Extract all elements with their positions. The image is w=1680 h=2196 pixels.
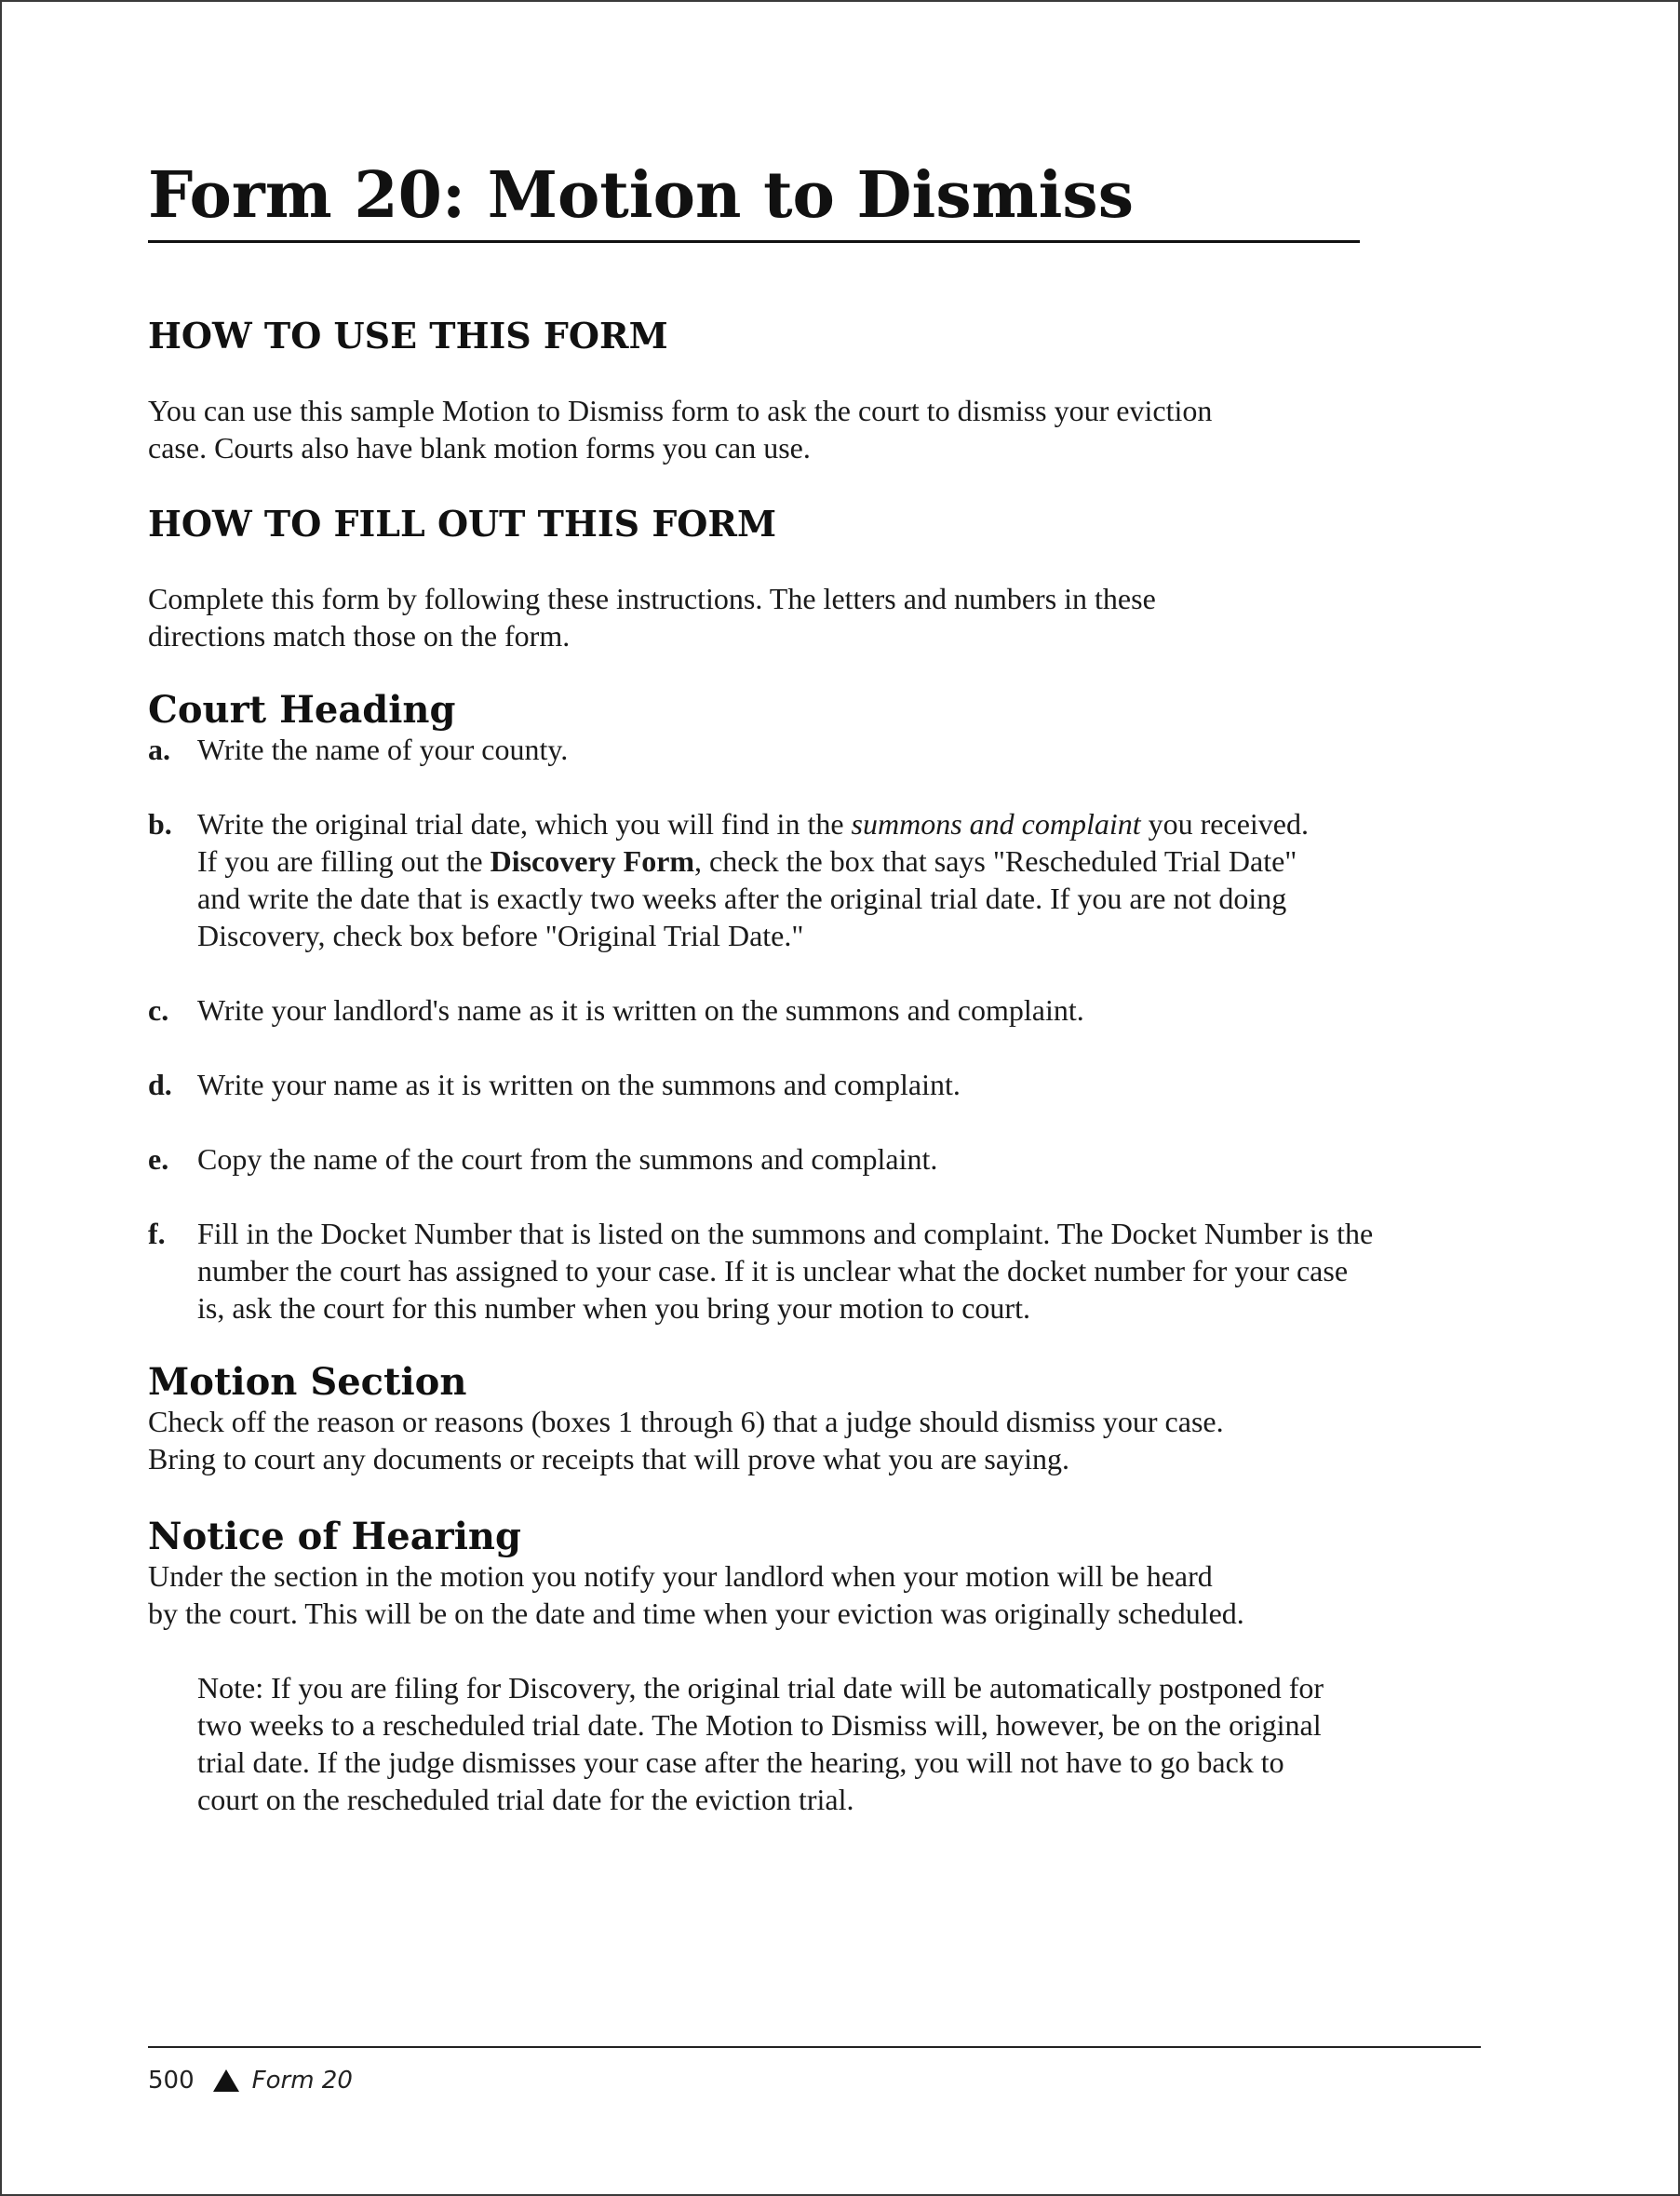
- text-segment: , check the box that says "Rescheduled Trial Date" and write the date that is exactly two weeks after the original trial date. If you are not doing Discovery, check box before "Original Trial Date.": [197, 844, 1297, 952]
- list-letter: a.: [148, 733, 170, 766]
- notice-of-hearing-body: [148, 1557, 1395, 1632]
- list-letter: c.: [148, 993, 169, 1027]
- list-item-a: [148, 731, 1395, 768]
- list-letter: d.: [148, 1068, 172, 1101]
- how-to-use-heading: HOW TO USE THIS FORM: [148, 315, 668, 357]
- triangle-icon: [213, 2069, 239, 2092]
- motion-section-line-1: Check off the reason or reasons (boxes 1 through 6) that a judge should dismiss your case.: [148, 1405, 1224, 1438]
- footer-rule: [148, 2046, 1481, 2048]
- how-to-use-line-1: You can use this sample Motion to Dismiss form to ask the court to dismiss your eviction: [148, 394, 1213, 427]
- motion-section-heading: Motion Section: [148, 1360, 467, 1404]
- list-text: Write the name of your county.: [197, 733, 569, 766]
- how-to-use-body: [148, 392, 1395, 466]
- motion-section-body: [148, 1403, 1395, 1477]
- title-rule: [148, 240, 1360, 243]
- list-letter: b.: [148, 807, 172, 841]
- motion-section-line-2: Bring to court any documents or receipts that will prove what you are saying.: [148, 1442, 1069, 1475]
- list-item-c: [148, 991, 1395, 1029]
- how-to-fill-line-1: Complete this form by following these instructions. The letters and numbers in these: [148, 582, 1156, 615]
- list-text: Fill in the Docket Number that is listed on the summons and complaint. The Docket Number is the number the court has assigned to your case. If it is unclear what the docket number for your case is, ask the court for this number when you bring your motion to court.: [197, 1217, 1374, 1325]
- list-text: Write your landlord's name as it is written on the summons and complaint.: [197, 993, 1084, 1027]
- list-item-d: [148, 1066, 1395, 1103]
- list-text: [197, 805, 1333, 954]
- list-item-b: [148, 805, 1395, 954]
- list-item-e: [148, 1140, 1395, 1178]
- how-to-fill-line-2: directions match those on the form.: [148, 619, 571, 653]
- italic-term: summons and complaint: [851, 807, 1141, 841]
- court-heading-heading: Court Heading: [148, 688, 456, 732]
- notice-of-hearing-heading: Notice of Hearing: [148, 1515, 521, 1558]
- page-footer: [148, 2065, 353, 2096]
- text-segment: you received. If you are filling out the: [197, 807, 1309, 878]
- page-number: 500: [148, 2067, 195, 2095]
- page-content: [148, 158, 1395, 1818]
- list-item-f: [148, 1215, 1395, 1327]
- bold-term: Discovery Form: [490, 844, 695, 878]
- list-text: Write your name as it is written on the summons and complaint.: [197, 1068, 961, 1101]
- list-letter: e.: [148, 1142, 169, 1176]
- how-to-use-line-2: case. Courts also have blank motion forms you can use.: [148, 431, 811, 465]
- discovery-note: Note: If you are filing for Discovery, the original trial date will be automatically postponed for two weeks to a rescheduled trial date. The Motion to Dismiss will, however, be on the original trial date. If the judge dismisses your case after the hearing, you will not have to go back to court on the rescheduled trial date for the eviction trial.: [197, 1671, 1324, 1816]
- text-segment: Write the original trial date, which you will find in the: [197, 807, 852, 841]
- how-to-fill-heading: HOW TO FILL OUT THIS FORM: [148, 503, 777, 545]
- how-to-fill-body: [148, 580, 1395, 654]
- list-text: Copy the name of the court from the summons and complaint.: [197, 1142, 938, 1176]
- notice-line-1: Under the section in the motion you notify your landlord when your motion will be heard: [148, 1559, 1213, 1593]
- page-title: Form 20: Motion to Dismiss: [148, 158, 1134, 233]
- notice-line-2: by the court. This will be on the date and time when your eviction was originally scheduled.: [148, 1596, 1244, 1630]
- footer-form-label: Form 20: [251, 2067, 353, 2095]
- list-letter: f.: [148, 1217, 166, 1250]
